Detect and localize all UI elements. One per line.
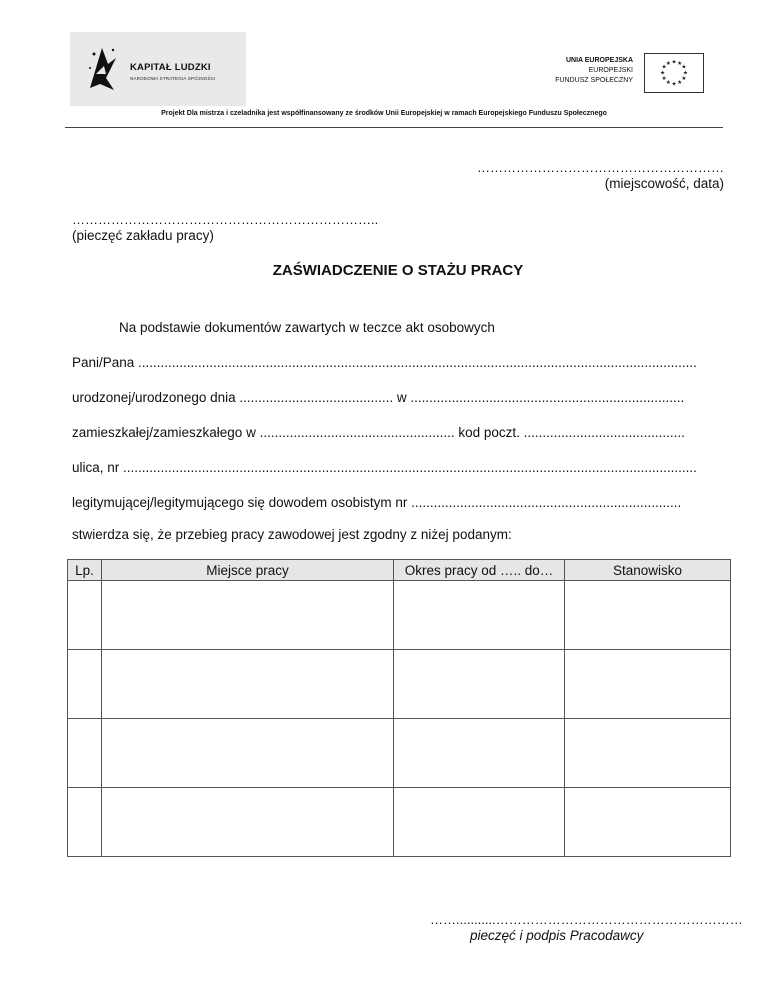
header-workplace: Miejsce pracy	[102, 560, 394, 581]
employment-history-table	[67, 559, 731, 857]
table-header-row	[68, 560, 731, 581]
table-row	[68, 719, 731, 788]
eu-line-social-fund: FUNDUSZ SPOŁECZNY	[555, 77, 633, 84]
svg-text:★: ★	[671, 59, 677, 66]
svg-text:★: ★	[660, 70, 666, 77]
eu-flag-icon	[644, 53, 704, 93]
place-date-label: (miejscowość, data)	[604, 176, 724, 191]
header-divider	[65, 127, 723, 128]
header-position: Stanowisko	[565, 560, 731, 581]
cell-workplace[interactable]	[102, 788, 394, 857]
svg-text:★: ★	[681, 64, 687, 71]
svg-text:★: ★	[661, 64, 667, 71]
table-row	[68, 788, 731, 857]
cell-lp[interactable]	[68, 719, 102, 788]
svg-text:★: ★	[665, 60, 671, 67]
company-stamp-label: (pieczęć zakładu pracy)	[72, 228, 214, 243]
cell-lp[interactable]	[68, 650, 102, 719]
cell-position[interactable]	[565, 650, 731, 719]
svg-text:★: ★	[677, 79, 683, 86]
cell-workplace[interactable]	[102, 650, 394, 719]
cell-lp[interactable]	[68, 581, 102, 650]
place-date-dots[interactable]: …………………………………………………	[477, 160, 724, 175]
eu-line-european: EUROPEJSKI	[588, 67, 633, 74]
table-row	[68, 581, 731, 650]
name-field-line[interactable]: Pani/Pana .....................................................................................................................................................	[72, 355, 697, 370]
birth-field-line[interactable]: urodzonej/urodzonego dnia ......................................... w .........................................................................	[72, 390, 685, 405]
svg-text:★: ★	[665, 79, 671, 86]
project-cofinancing-line: Projekt Dla mistrza i czeladnika jest współfinansowany ze środków Unii Europejskiej w ramach Europejskiego Funduszu Społecznego	[161, 110, 607, 117]
svg-text:★: ★	[681, 76, 687, 83]
cell-workplace[interactable]	[102, 719, 394, 788]
residence-field-line[interactable]: zamieszkałej/zamieszkałego w .................................................... kod poczt. ...........................................	[72, 425, 685, 440]
employer-signature-label: pieczęć i podpis Pracodawcy	[470, 928, 644, 943]
table-row	[68, 650, 731, 719]
cell-work-period[interactable]	[394, 581, 565, 650]
cell-position[interactable]	[565, 719, 731, 788]
cell-work-period[interactable]	[394, 719, 565, 788]
eu-fund-text	[555, 56, 633, 86]
cell-workplace[interactable]	[102, 581, 394, 650]
svg-text:★: ★	[671, 81, 677, 88]
kapital-ludzki-title: KAPITAŁ LUDZKI	[130, 62, 211, 73]
cell-work-period[interactable]	[394, 650, 565, 719]
company-stamp-dots[interactable]: ……………………………………………………………..	[72, 212, 379, 227]
statement-text: stwierdza się, że przebieg pracy zawodowej jest zgodny z niżej podanym:	[72, 527, 512, 542]
kapital-ludzki-subtitle: NARODOWA STRATEGIA SPÓJNOŚCI	[130, 76, 216, 81]
cell-position[interactable]	[565, 581, 731, 650]
svg-text:★: ★	[677, 60, 683, 67]
svg-text:★: ★	[682, 70, 688, 77]
document-title: ZAŚWIADCZENIE O STAŻU PRACY	[272, 262, 524, 279]
street-field-line[interactable]: ulica, nr .........................................................................................................................................................	[72, 460, 697, 475]
cell-position[interactable]	[565, 788, 731, 857]
svg-text:★: ★	[661, 76, 667, 83]
employer-signature-dots[interactable]: ……...........…………………………………………………	[430, 912, 743, 927]
eu-line-union: UNIA EUROPEJSKA	[565, 57, 633, 64]
header-lp: Lp.	[68, 560, 102, 581]
header-work-period: Okres pracy od ….. do…	[394, 560, 565, 581]
intro-text: Na podstawie dokumentów zawartych w teczce akt osobowych	[119, 320, 495, 335]
cell-lp[interactable]	[68, 788, 102, 857]
cell-work-period[interactable]	[394, 788, 565, 857]
id-document-field-line[interactable]: legitymującej/legitymującego się dowodem osobistym nr ........................................................................	[72, 495, 682, 510]
kapital-ludzki-logo	[70, 32, 246, 106]
kapital-ludzki-emblem-icon	[86, 44, 120, 94]
